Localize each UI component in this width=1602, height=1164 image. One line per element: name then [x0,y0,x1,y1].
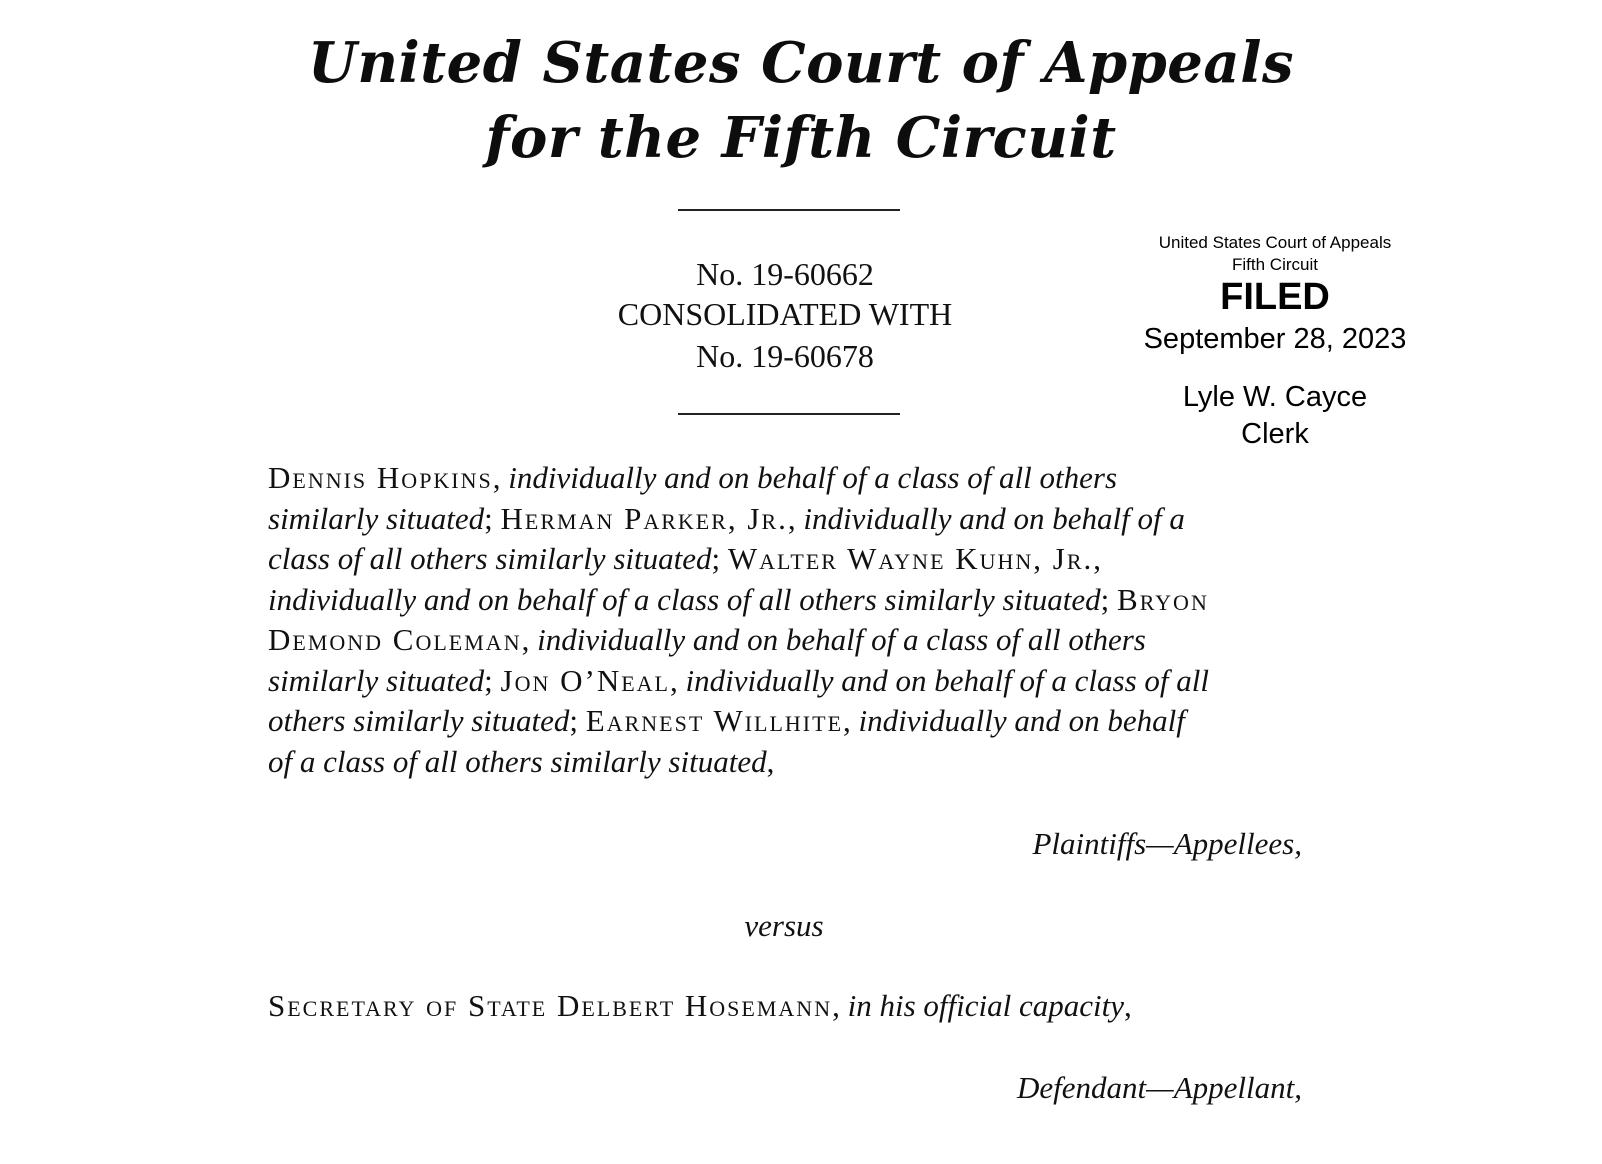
plaintiff-name: Bryon [1117,581,1209,617]
capacity-text: individually and on behalf of a [803,500,1185,536]
capacity-text: class of all others similarly situated [268,541,712,576]
capacity-text: individually and on behalf of a class of all others [508,460,1118,495]
plaintiff-name: Walter Wayne Kuhn, Jr. [727,541,1094,576]
versus-label: versus [744,908,824,943]
caption-line: similarly situated; Jon O’Neal, individually and on behalf of a class of all [268,662,1209,698]
caption-line: Dennis Hopkins, individually and on behalf of a class of all others [268,460,1118,495]
court-title-line-1: United States Court of Appeals [307,30,1294,96]
capacity-text: individually and on behalf of a class of all [685,662,1209,698]
plaintiff-name: Jon O’Neal [500,662,670,698]
caption-line: others similarly situated; Earnest Willhite, individually and on behalf [268,703,1185,738]
defendant-name: Secretary of State Delbert Hosemann [268,988,833,1023]
court-title-line-2: for the Fifth Circuit [485,105,1117,171]
capacity-text: similarly situated [268,662,485,698]
stamp-circuit: Fifth Circuit [1232,255,1318,274]
top-divider [678,209,900,211]
defendant-capacity: in his official capacity [847,988,1124,1023]
plaintiff-name: Earnest Willhite [585,703,844,738]
capacity-text: of a class of all others similarly situated [268,743,767,779]
stamp-court: United States Court of Appeals [1158,233,1392,252]
stamp-filed-date: September 28, 2023 [1143,323,1407,355]
defendant-role: Defendant—Appellant, [1017,1070,1302,1105]
stamp-clerk-title: Clerk [1241,418,1309,450]
consolidated-label: CONSOLIDATED WITH [617,296,953,332]
capacity-text: others similarly situated [268,703,570,738]
plaintiff-name: Dennis Hopkins [268,460,493,495]
plaintiff-name: Herman Parker, Jr. [500,500,788,536]
caption-line: Demond Coleman, individually and on behalf of a class of all others [268,622,1146,657]
caption-line: individually and on behalf of a class of all others similarly situated; Bryon [268,581,1209,617]
stamp-clerk-name: Lyle W. Cayce [1182,381,1368,413]
caption-line: of a class of all others similarly situated, [268,743,775,779]
defendant-caption: Secretary of State Delbert Hosemann, in his official capacity, [268,988,1132,1023]
plaintiff-name: Demond Coleman [268,622,522,657]
bottom-divider [678,413,900,415]
case-number-secondary: No. 19-60678 [696,338,874,374]
caption-line: class of all others similarly situated; Walter Wayne Kuhn, Jr., [268,541,1102,576]
capacity-text: similarly situated [268,500,485,536]
capacity-text: individually and on behalf of a class of all others similarly situated [268,581,1101,617]
case-number-primary: No. 19-60662 [696,256,874,292]
plaintiffs-caption [268,458,1328,782]
caption-line: similarly situated; Herman Parker, Jr., individually and on behalf of a [268,500,1185,536]
plaintiffs-role: Plaintiffs—Appellees, [1032,826,1302,861]
capacity-text: individually and on behalf [858,703,1185,738]
capacity-text: individually and on behalf of a class of all others [537,622,1146,657]
stamp-filed-status: FILED [1220,276,1330,318]
